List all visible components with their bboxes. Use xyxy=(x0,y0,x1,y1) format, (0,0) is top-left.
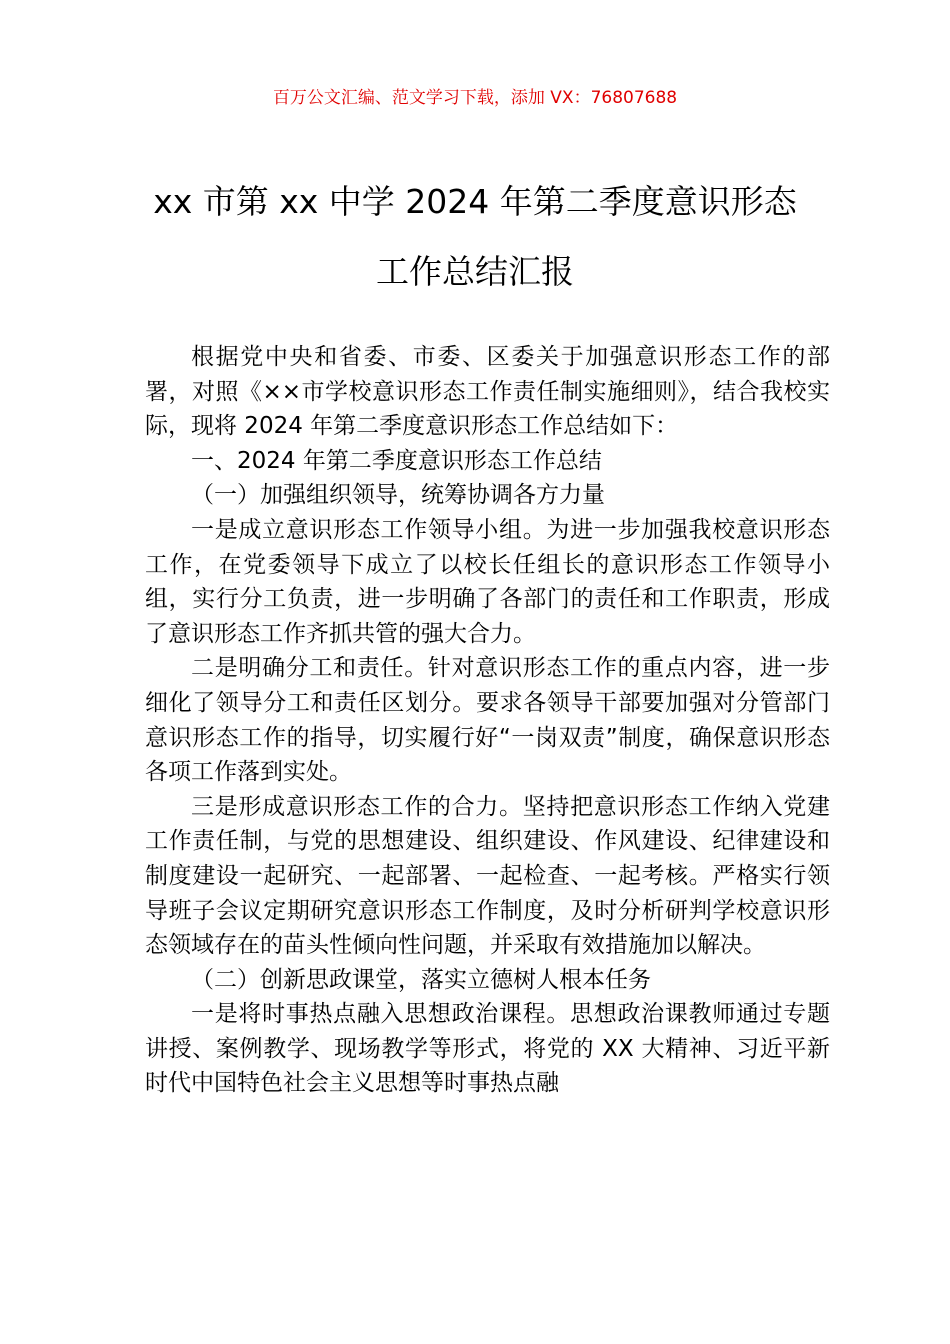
paragraph-intro: 根据党中央和省委、市委、区委关于加强意识形态工作的部署，对照《××市学校意识形态工作责任制实施细则》，结合我校实际，现将 2024 年第二季度意识形态工作总结如下： xyxy=(145,344,830,440)
paragraph-point-1: 一是成立意识形态工作领导小组。为进一步加强我校意识形态工作，在党委领导下成立了以校长任组长的意识形态工作领导小组，实行分工负责，进一步明确了各部门的责任和工作职责，形成了意识形态工作齐抓共管的强大合力。 xyxy=(145,516,830,647)
subsection-heading-1: （一）加强组织领导，统筹协调各方力量 xyxy=(191,482,605,509)
paragraph-point-4: 一是将时事热点融入思想政治课程。思想政治课教师通过专题讲授、案例教学、现场教学等形式，将党的 XX 大精神、习近平新时代中国特色社会主义思想等时事热点融 xyxy=(145,1001,830,1097)
paragraph-point-3: 三是形成意识形态工作的合力。坚持把意识形态工作纳入党建工作责任制，与党的思想建设、组织建设、作风建设、纪律建设和制度建设一起研究、一起部署、一起检查、一起考核。严格实行领导班子会议定期研究意识形态工作制度，及时分析研判学校意识形态领域存在的苗头性倾向性问题，并采取有效措施加以解决。 xyxy=(145,793,830,959)
subsection-heading-2: （二）创新思政课堂，落实立德树人根本任务 xyxy=(191,966,651,993)
header-note: 百万公文汇编、范文学习下载，添加 VX：76807688 xyxy=(272,88,678,108)
document-body xyxy=(145,340,830,1101)
document-title-line-2: 工作总结汇报 xyxy=(376,252,574,291)
paragraph-point-2: 二是明确分工和责任。针对意识形态工作的重点内容，进一步细化了领导分工和责任区划分。要求各领导干部要加强对分管部门意识形态工作的指导，切实履行好“一岗双责”制度，确保意识形态各项工作落到实处。 xyxy=(145,655,830,786)
section-heading-1: 一、2024 年第二季度意识形态工作总结 xyxy=(191,447,602,474)
document-title-line-1: xx 市第 xx 中学 2024 年第二季度意识形态 xyxy=(153,182,797,221)
